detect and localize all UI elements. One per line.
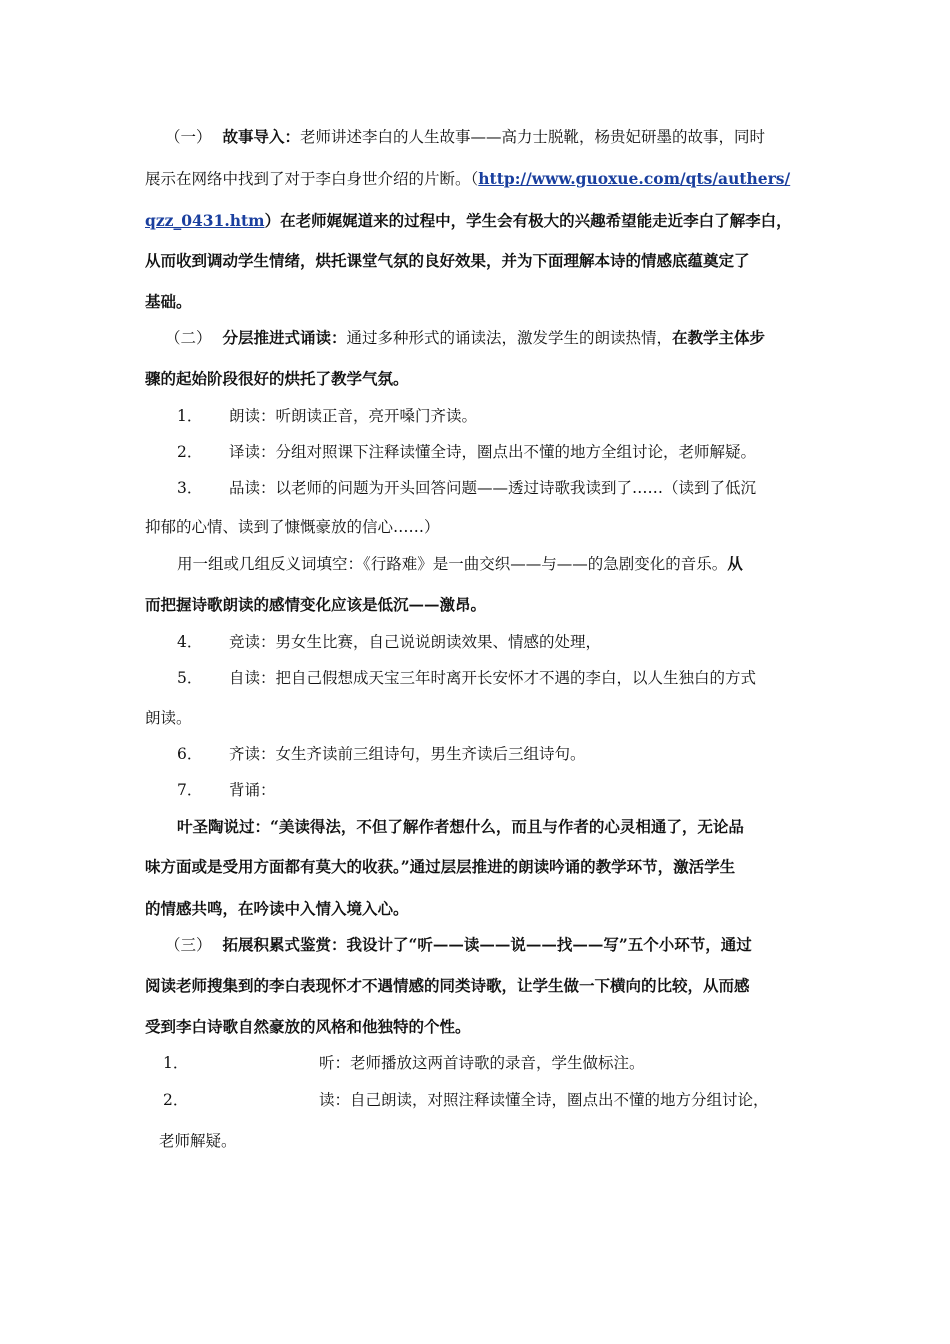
list-item (145, 631, 837, 653)
section-2-text: 通过多种形式的诵读法，激发学生的朗读热情， (346, 329, 672, 347)
list-item-number: 2． (163, 1091, 189, 1109)
fill-in-text: 用一组或几组反义词填空：《行路难》是一曲交织——与——的急剧变化的音乐。 (177, 555, 728, 573)
fill-in-line-1 (145, 553, 837, 575)
section-2-heading: 分层推进式诵读： (222, 328, 347, 347)
section-3-line-2: 阅读老师搜集到的李白表现怀才不遇情感的同类诗歌，让学生做一下横向的比较，从而感 (145, 976, 750, 995)
guoxue-link-cont[interactable]: qzz_0431.htm (145, 211, 265, 230)
list-item-continuation: 朗读。 (145, 709, 192, 727)
list-item-text: 竞读：男女生比赛，自己说说朗读效果、情感的处理， (229, 633, 602, 651)
list-item-number: 2． (177, 443, 203, 461)
section-2-line-1 (145, 327, 825, 349)
section-1-line-4: 从而收到调动学生情绪，烘托课堂气氛的良好效果，并为下面理解本诗的情感底蕴奠定了 (145, 251, 750, 270)
section-1-line-2 (145, 168, 805, 190)
quote-line-1: 叶圣陶说过：“美读得法，不但了解作者想什么，而且与作者的心灵相通了，无论品 (177, 817, 744, 836)
quote-line-2: 味方面或是受用方面都有莫大的收获。”通过层层推进的朗读吟诵的教学环节，激活学生 (145, 857, 736, 876)
section-1-line-1 (145, 126, 825, 148)
guoxue-link[interactable]: http://www.guoxue.com/qts/authers/ (478, 169, 791, 188)
section-3-marker: （三） (165, 936, 212, 954)
fill-in-bold: 从 (727, 554, 743, 573)
section-3-line-1 (145, 934, 825, 956)
section-1-text-2: 展示在网络中找到了对于李白身世介绍的片断。（ (145, 170, 479, 188)
list-item (145, 477, 837, 499)
list-item-text: 品读：以老师的问题为开头回答问题——透过诗歌我读到了……（读到了低沉 (229, 479, 757, 497)
section-2-bold-text: 在教学主体步 (671, 328, 765, 347)
section-1-heading: 故事导入： (222, 127, 300, 146)
list-item (145, 1052, 823, 1074)
list-item (145, 743, 837, 765)
section-2-marker: （二） (165, 329, 212, 347)
list-item (145, 405, 837, 427)
section-2-line-2: 骤的起始阶段很好的烘托了教学气氛。 (145, 369, 409, 388)
section-3-line-3: 受到李白诗歌自然豪放的风格和他独特的个性。 (145, 1017, 471, 1036)
list-item-text: 背诵： (229, 781, 276, 799)
section-1-marker: （一） (165, 128, 212, 146)
list-item-number: 6． (177, 745, 203, 763)
section-1-text: 老师讲述李白的人生故事——高力士脱靴，杨贵妃研墨的故事，同时 (299, 128, 765, 146)
list-item-continuation: 抑郁的心情、读到了慷慨豪放的信心……） (145, 518, 440, 536)
list-item-continuation: 老师解疑。 (159, 1132, 237, 1150)
list-item-text: 读：自己朗读，对照注释读懂全诗，圈点出不懂的地方分组讨论， (319, 1091, 769, 1109)
list-item-text: 听：老师播放这两首诗歌的录音，学生做标注。 (319, 1054, 645, 1072)
section-1-line-5: 基础。 (145, 292, 192, 311)
list-item-number: 7． (177, 781, 203, 799)
list-item-number: 1． (177, 407, 203, 425)
section-1-text-3: ）在老师娓娓道来的过程中，学生会有极大的兴趣希望能走近李白了解李白， (264, 211, 792, 230)
list-item-text: 自读：把自己假想成天宝三年时离开长安怀才不遇的李白，以人生独白的方式 (229, 669, 757, 687)
list-item-text: 朗读：听朗读正音，亮开嗓门齐读。 (229, 407, 478, 425)
fill-in-line-2: 而把握诗歌朗读的感情变化应该是低沉——激昂。 (145, 595, 487, 614)
list-item-number: 5． (177, 669, 203, 687)
section-3-heading: 拓展积累式鉴赏：我设计了“听——读——说——找——写”五个小环节，通过 (222, 935, 752, 954)
section-1-line-3 (145, 210, 805, 232)
list-item (145, 1089, 823, 1111)
list-item-text: 齐读：女生齐读前三组诗句，男生齐读后三组诗句。 (229, 745, 586, 763)
list-item-text: 译读：分组对照课下注释读懂全诗，圈点出不懂的地方全组讨论，老师解疑。 (229, 443, 757, 461)
list-item (145, 779, 837, 801)
list-item-number: 1． (163, 1054, 189, 1072)
list-item-number: 4． (177, 633, 203, 651)
list-item (145, 441, 837, 463)
list-item (145, 667, 837, 689)
list-item-number: 3． (177, 479, 203, 497)
quote-line-3: 的情感共鸣，在吟读中入情入境入心。 (145, 899, 409, 918)
